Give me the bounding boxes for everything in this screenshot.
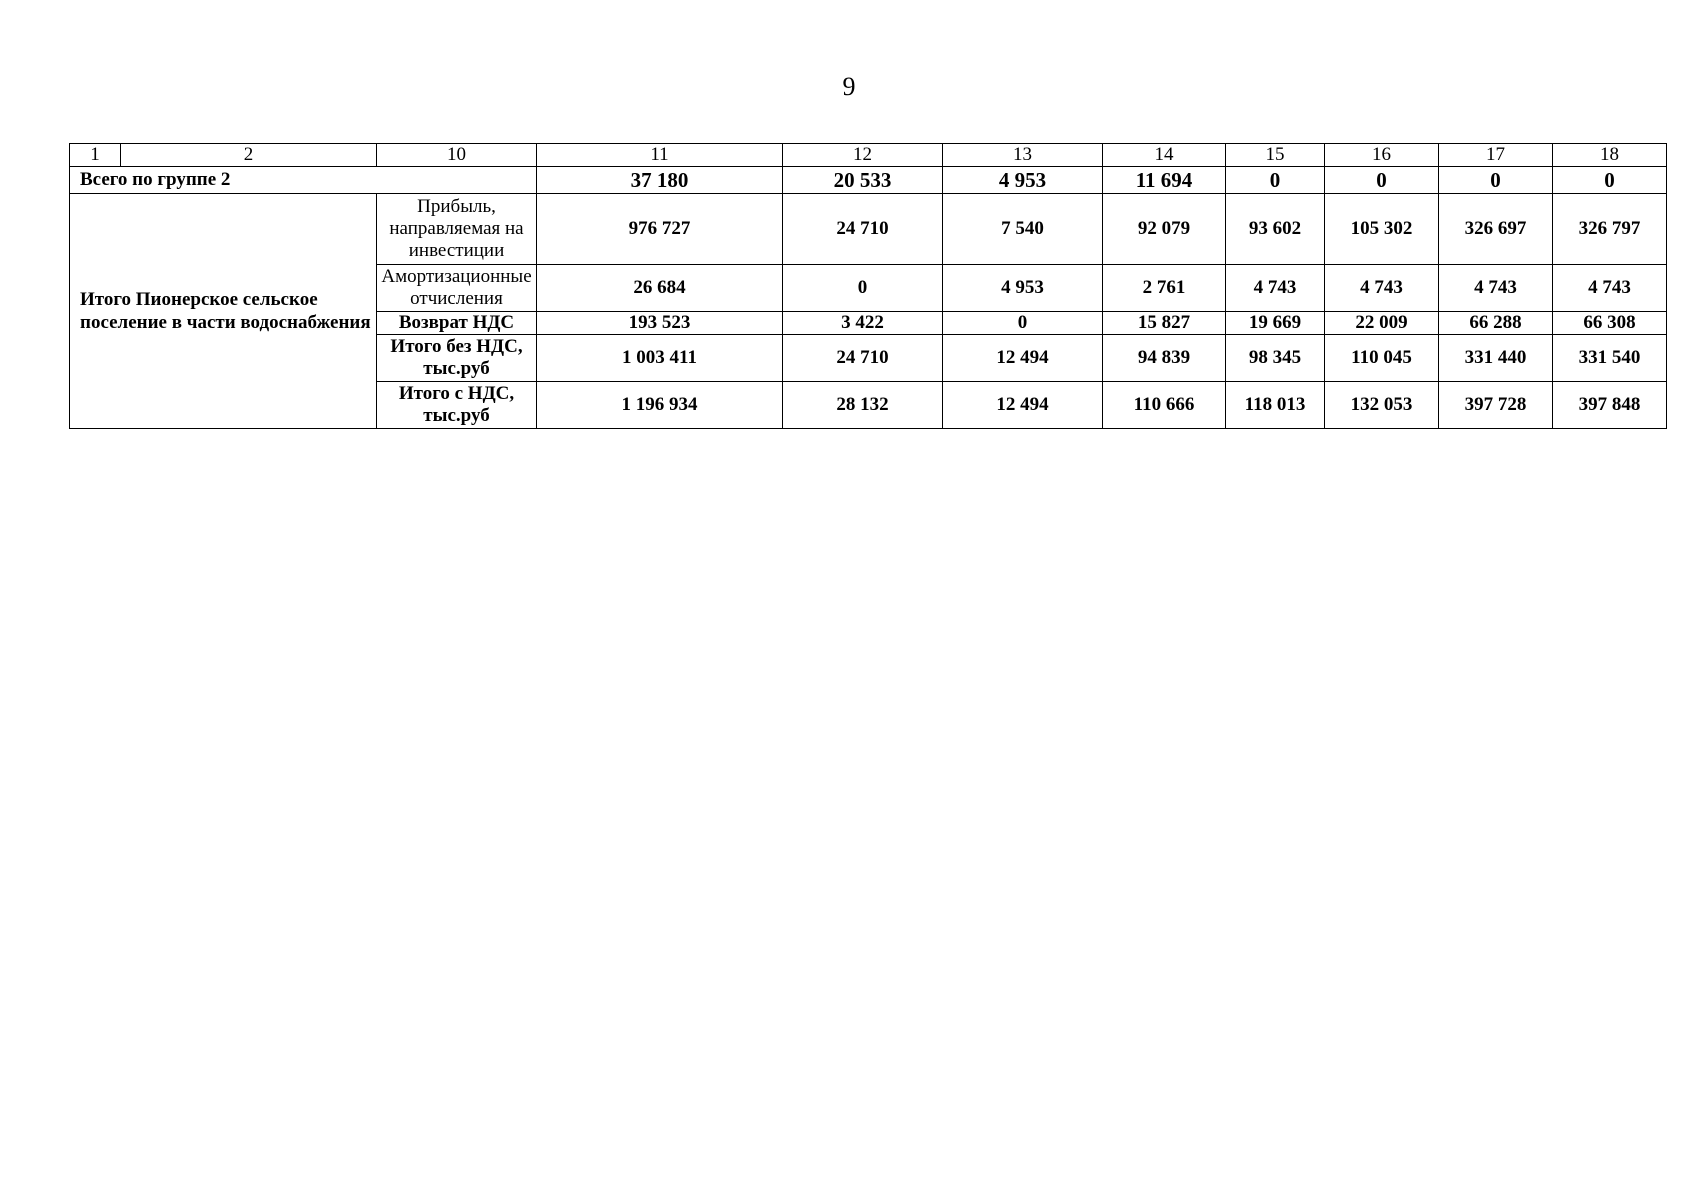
table-cell: 0 (1226, 167, 1325, 194)
source-label: Амортизационные отчисления (377, 265, 537, 312)
column-number: 15 (1226, 144, 1325, 167)
table-cell: 4 743 (1553, 265, 1667, 312)
table-cell: 976 727 (537, 194, 783, 265)
table-cell: 7 540 (943, 194, 1103, 265)
table-cell: 118 013 (1226, 382, 1325, 429)
table-cell: 0 (783, 265, 943, 312)
section-label: Итого Пионерское сельское поселение в части водоснабжения (70, 194, 377, 429)
table-cell: 22 009 (1325, 312, 1439, 335)
table-cell: 110 666 (1103, 382, 1226, 429)
table-cell: 1 003 411 (537, 335, 783, 382)
table-cell: 11 694 (1103, 167, 1226, 194)
table-cell: 12 494 (943, 382, 1103, 429)
column-number: 14 (1103, 144, 1226, 167)
table-cell: 94 839 (1103, 335, 1226, 382)
table-cell: 26 684 (537, 265, 783, 312)
table-cell: 0 (1553, 167, 1667, 194)
table-cell: 331 440 (1439, 335, 1553, 382)
investment-table (69, 143, 1667, 429)
column-number: 13 (943, 144, 1103, 167)
table-cell: 0 (1325, 167, 1439, 194)
table-cell: 37 180 (537, 167, 783, 194)
table-cell: 66 288 (1439, 312, 1553, 335)
column-number: 17 (1439, 144, 1553, 167)
source-label: Итого с НДС, тыс.руб (377, 382, 537, 429)
table-cell: 4 953 (943, 265, 1103, 312)
table-row (70, 194, 1667, 265)
source-label: Возврат НДС (377, 312, 537, 335)
table-cell: 4 743 (1325, 265, 1439, 312)
page-number: 9 (842, 72, 856, 101)
table-cell: 92 079 (1103, 194, 1226, 265)
table-cell: 93 602 (1226, 194, 1325, 265)
group-total-row (70, 167, 1667, 194)
table-cell: 397 848 (1553, 382, 1667, 429)
column-number: 12 (783, 144, 943, 167)
table-cell: 12 494 (943, 335, 1103, 382)
table-cell: 19 669 (1226, 312, 1325, 335)
table-cell: 326 797 (1553, 194, 1667, 265)
table-cell: 4 743 (1439, 265, 1553, 312)
table-cell: 98 345 (1226, 335, 1325, 382)
table-cell: 331 540 (1553, 335, 1667, 382)
table-cell: 0 (1439, 167, 1553, 194)
table-cell: 28 132 (783, 382, 943, 429)
table-cell: 4 953 (943, 167, 1103, 194)
column-number: 18 (1553, 144, 1667, 167)
source-label: Итого без НДС, тыс.руб (377, 335, 537, 382)
column-number-row (70, 144, 1667, 167)
table-cell: 326 697 (1439, 194, 1553, 265)
column-number: 11 (537, 144, 783, 167)
table-cell: 20 533 (783, 167, 943, 194)
column-number: 1 (70, 144, 121, 167)
table-cell: 24 710 (783, 194, 943, 265)
table-cell: 1 196 934 (537, 382, 783, 429)
table-cell: 105 302 (1325, 194, 1439, 265)
table-cell: 24 710 (783, 335, 943, 382)
column-number: 16 (1325, 144, 1439, 167)
table-cell: 397 728 (1439, 382, 1553, 429)
table-cell: 15 827 (1103, 312, 1226, 335)
table-cell: 4 743 (1226, 265, 1325, 312)
table-cell: 110 045 (1325, 335, 1439, 382)
source-label: Прибыль, направляемая на инвестиции (377, 194, 537, 265)
table-cell: 0 (943, 312, 1103, 335)
table-cell: 2 761 (1103, 265, 1226, 312)
table-cell: 132 053 (1325, 382, 1439, 429)
table-cell: 3 422 (783, 312, 943, 335)
column-number: 10 (377, 144, 537, 167)
group-total-label: Всего по группе 2 (70, 167, 537, 194)
table-cell: 193 523 (537, 312, 783, 335)
table-cell: 66 308 (1553, 312, 1667, 335)
column-number: 2 (121, 144, 377, 167)
